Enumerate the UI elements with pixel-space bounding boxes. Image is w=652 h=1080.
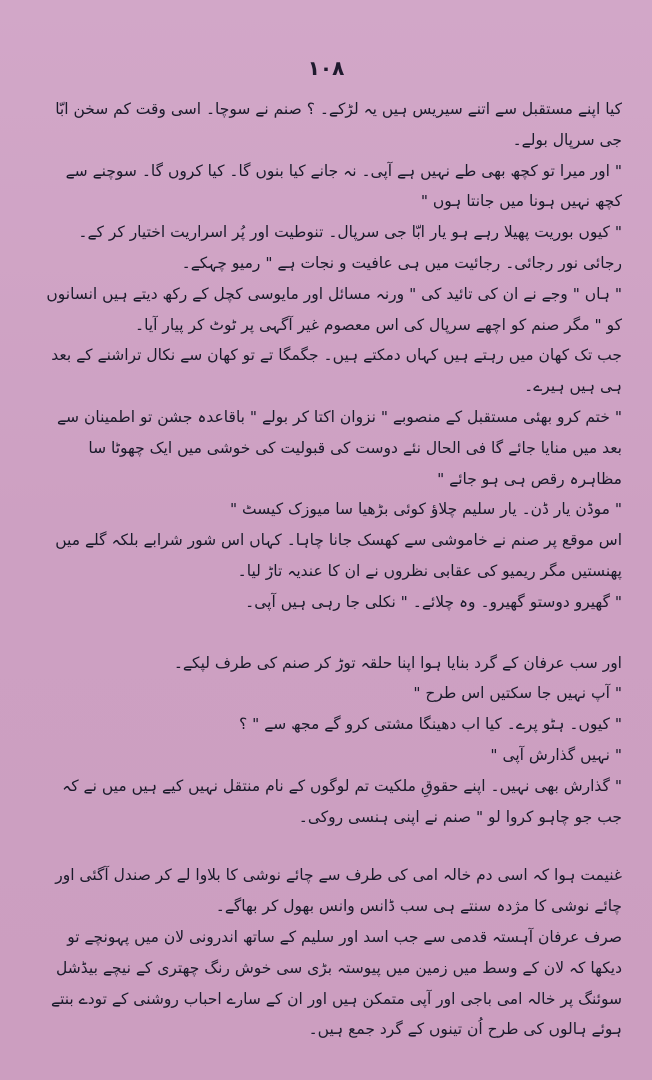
paragraph-3: " کیوں بوریت پھیلا رہے ہو یار ابّا جی سرپال۔ تنوطیت اور پُر اسراریت اختیار کر کے۔ رجائی نور رجائی۔ رجائیت میں ہی عافیت و نجات ہے " رمیو چہکے۔: [78, 223, 622, 272]
paragraph-8: اس موقع پر صنم نے خاموشی سے کھسک جانا چاہا۔ کہاں اس شور شرابے بلکہ گلے میں پھنستیں مگر ریمیو کی عقابی نظروں نے ان کا عندیہ تاڑ لیا۔: [55, 531, 622, 580]
page-body: [38, 94, 622, 1045]
paragraph-12: " کیوں۔ ہٹو پرے۔ کیا اب دھینگا مشتی کرو گے مجھ سے " ؟: [238, 715, 622, 734]
page-number: ۱۰۸: [307, 56, 345, 80]
paragraph-16: صرف عرفان آہستہ قدمی سے جب اسد اور سلیم کے ساتھ اندرونی لان میں پہونچے تو دیکھا کہ لان کے وسط میں زمین میں پیوستہ بڑی سی خوش رنگ چھتری کے نیچے بیڈشل سوئنگ پر خالہ امی باجی اور آپی متمکن ہیں اور ان کے سارے احباب روشنی کے تودے بنتے ہوئے ہالوں کی طرح اُن تینوں کے گرد جمع ہیں۔: [51, 927, 622, 1039]
paragraph-9: " گھیرو دوستو گھیرو۔ وہ چلائے۔ " نکلی جا رہی ہیں آپی۔: [245, 592, 622, 611]
paragraph-1: کیا اپنے مستقبل سے اتنے سیریس ہیں یہ لڑکے۔ ؟ صنم نے سوچا۔ اسی وقت کم سخن ابّا جی سرپال بولے۔: [55, 100, 622, 149]
paragraph-6: " ختم کرو بھئی مستقبل کے منصوبے " نزوان اکتا کر بولے " باقاعدہ جشن تو اطمینان سے بعد میں منایا جائے گا فی الحال نئے دوست کی قبولیت کی خوشی میں ایک چھوٹا سا مظاہرہ رقص ہی ہو جائے ": [56, 407, 622, 488]
paragraph-15: غنیمت ہوا کہ اسی دم خالہ امی کی طرف سے چائے نوشی کا بلاوا لے کر صندل آگئی اور چائے نوشی کا مژدہ سنتے ہی سب ڈانس وانس بھول کر بھاگے۔: [55, 866, 622, 916]
paragraph-13: " نہیں گذارش آپی ": [490, 745, 622, 764]
paragraph-11: " آپ نہیں جا سکتیں اس طرح ": [413, 684, 622, 703]
paragraph-2: " اور میرا تو کچھ بھی طے نہیں ہے آپی۔ نہ جانے کیا بنوں گا۔ کیا کروں گا۔ سوچنے سے کچھ نہیں ہونا میں جانتا ہوں ": [65, 161, 622, 211]
paragraph-14: " گذارش بھی نہیں۔ اپنے حقوقِ ملکیت تم لوگوں کے نام منتقل نہیں کیے ہیں میں نے کہ جب جو چاہو کروا لو " صنم نے اپنی ہنسی روکی۔: [62, 776, 622, 826]
paragraph-7: " موڈن یار ڈن۔ یار سلیم چلاؤ کوئی بڑھیا سا میوزک کیسٹ ": [229, 500, 622, 519]
paragraph-5: جب تک کھان میں رہتے ہیں کہاں دمکتے ہیں۔ جگمگا تے تو کھان سے نکال تراشنے کے بعد ہی ہیں ہیرے۔: [51, 346, 622, 396]
paragraph-4: " ہاں " وجے نے ان کی تائید کی " ورنہ مسائل اور مایوسی کچل کے رکھ دیتے ہیں انسانوں کو " مگر صنم کو اچھے سرپال کی اس معصوم غیر آگہی پر ٹوٹ کر پیار آیا۔: [46, 284, 622, 334]
paragraph-10: اور سب عرفان کے گرد بنایا ہوا اپنا حلقہ توڑ کر صنم کی طرف لپکے۔: [173, 653, 622, 672]
